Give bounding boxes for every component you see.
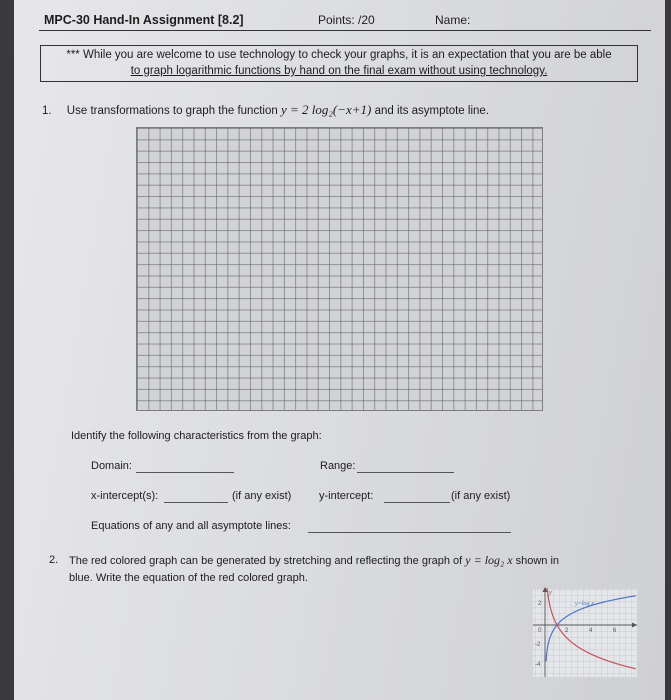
question-2-number: 2. xyxy=(49,554,59,566)
figure-tick-y-neg2: -2 xyxy=(535,642,541,648)
domain-answer-line[interactable] xyxy=(136,472,234,473)
y-intercept-label: y-intercept: xyxy=(319,490,374,502)
assignment-title: MPC-30 Hand-In Assignment [8.2] xyxy=(44,13,244,27)
notice-line-2 xyxy=(41,63,637,79)
graph-grid[interactable] xyxy=(136,127,543,411)
question-2-prompt xyxy=(49,552,609,587)
y-intercept-answer-line[interactable] xyxy=(384,502,450,503)
domain-label: Domain: xyxy=(91,460,132,472)
figure-tick-x-4: 4 xyxy=(589,628,593,634)
question-1-prompt xyxy=(42,102,489,118)
figure-tick-x-0: 0 xyxy=(538,628,542,634)
blue-curve-label: y=log₂x xyxy=(575,601,595,607)
question-2-text-a: The red colored graph can be generated by stretching and reflecting the graph of xyxy=(69,555,463,567)
question-2-text-c: blue. Write the equation of the red colored graph. xyxy=(69,572,308,584)
x-intercept-note: (if any exist) xyxy=(232,490,292,502)
points-label: Points: /20 xyxy=(318,13,375,27)
range-answer-line[interactable] xyxy=(357,472,454,473)
technology-notice xyxy=(40,45,638,82)
asymptotes-answer-line[interactable] xyxy=(308,532,511,533)
figure-tick-x-6: 6 xyxy=(613,628,617,634)
identify-heading: Identify the following characteristics from the graph: xyxy=(71,430,322,442)
header-rule xyxy=(39,30,651,31)
name-label: Name: xyxy=(435,13,471,27)
question-2-text-b: shown in xyxy=(515,555,560,567)
range-label: Range: xyxy=(320,460,356,472)
question-1-number: 1. xyxy=(42,105,52,117)
asymptotes-label: Equations of any and all asymptote lines: xyxy=(91,520,291,532)
figure-tick-y-neg4: -4 xyxy=(535,662,541,668)
notice-line-1: *** While you are welcome to use technology to check your graphs, it is an expectation that you are be able xyxy=(66,49,612,61)
y-intercept-note: (if any exist) xyxy=(451,490,511,502)
x-intercept-label: x-intercept(s): xyxy=(91,490,159,502)
question-1-text: Use transformations to graph the function xyxy=(66,105,278,117)
question-1-function: y = 2 log₂(−x+1) xyxy=(280,102,372,117)
worksheet-page xyxy=(14,0,665,700)
notice-line-2-text: to graph logarithmic functions by hand on the final exam without using technology. xyxy=(130,65,548,77)
question-2-math: y = log₂ x xyxy=(465,553,513,567)
figure-y-label: y xyxy=(549,590,552,596)
figure-tick-x-2: 2 xyxy=(565,628,569,634)
x-intercept-answer-line[interactable] xyxy=(164,502,228,503)
figure-tick-y-2: 2 xyxy=(538,601,542,607)
log-graph-figure xyxy=(529,583,639,683)
question-1-suffix: and its asymptote line. xyxy=(374,105,489,117)
